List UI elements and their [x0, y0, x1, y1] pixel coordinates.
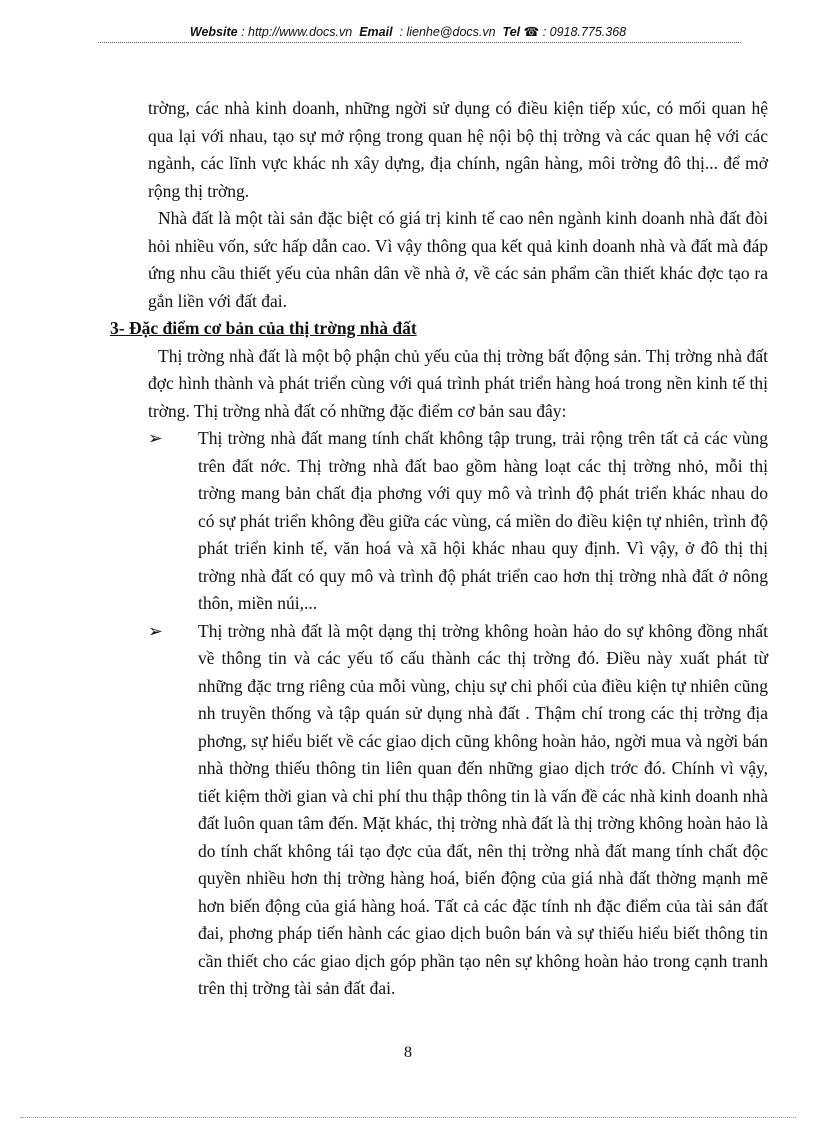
- website-label: Website: [189, 25, 238, 39]
- page-header: [0, 24, 816, 39]
- arrow-bullet-icon: ➢: [148, 428, 163, 448]
- bullet-text: Thị trờng nhà đất là một dạng thị trờng không hoàn hảo do sự không đồng nhất về thông tin và các yếu tố cấu thành các thị trờng đó. Điều này xuất phát từ những đặc trng riêng của mỗi vùng, chịu sự chi phối của điều kiện tự nhiên cũng nh truyền thống và tập quán sử dụng nhà đất . Thậm chí trong các thị trờng địa phơng, sự hiểu biết về các giao dịch cũng không hoàn hảo, ngời mua và ngời bán nhà thờng thiếu thông tin liên quan đến những giao dịch trớc đó. Chính vì vậy, tiết kiệm thời gian và chi phí thu thập thông tin là vấn đề các nhà kinh doanh nhà đất luôn quan tâm đến. Mặt khác, thị trờng nhà đất là thị trờng không hoàn hảo là do tính chất không tái tạo đợc của đất, nên thị trờng nhà đất mang tính chất độc quyền nhiều hơn thị trờng hàng hoá, biến động của giá nhà đất thờng mạnh mẽ hơn biến động của giá hàng hoá. Tất cả các đặc tính nh đặc điểm của tài sản đất đai, phơng pháp tiến hành các giao dịch buôn bán và sự thiếu hiểu biết thông tin cần thiết cho các giao dịch góp phần tạo nên sự không hoàn hảo trong cạnh tranh trên thị trờng tài sản đất đai.: [198, 620, 768, 998]
- footer-divider: [20, 1117, 796, 1118]
- header-divider: [98, 42, 741, 43]
- tel-number: : 0918.775.368: [542, 25, 627, 39]
- bullet-item: [148, 618, 768, 1003]
- document-body: [110, 95, 768, 1003]
- paragraph: trờng, các nhà kinh doanh, những ngời sử dụng có điều kiện tiếp xúc, có mối quan hệ qua lại với nhau, tạo sự mở rộng trong quan hệ nội bộ thị trờng và các quan hệ với các ngành, các lĩnh vực khác nh xây dựng, địa chính, ngân hàng, môi trờng đô thị... để mở rộng thị trờng.: [148, 98, 768, 201]
- bullet-item: [148, 425, 768, 618]
- section-heading: 3- Đặc điểm cơ bản của thị trờng nhà đất: [110, 318, 417, 338]
- paragraph: Thị trờng nhà đất là một bộ phận chủ yếu của thị trờng bất động sản. Thị trờng nhà đất đợc hình thành và phát triển cùng với quá trình phát triển hàng hoá trong nền kinh tế thị trờng. Thị trờng nhà đất có những đặc điểm cơ bản sau đây:: [148, 345, 768, 421]
- bullet-text: Thị trờng nhà đất mang tính chất không tập trung, trải rộng trên tất cả các vùng trên đất nớc. Thị trờng nhà đất bao gồm hàng loạt các thị trờng nhỏ, mỗi thị trờng mang bản chất địa phơng với quy mô và trình độ phát triển khác nhau do có sự phát triển không đều giữa các vùng, cá miền do điều kiện tự nhiên, trình độ phát triển kinh tế, văn hoá và xã hội khác nhau quy định. Vì vậy, ở đô thị thị trờng nhà đất có quy mô và trình độ phát triển cao hơn thị trờng nhà đất ở nông thôn, miền núi,...: [198, 428, 768, 613]
- page-number: 8: [404, 1044, 412, 1061]
- paragraph: Nhà đất là một tài sản đặc biệt có giá trị kinh tế cao nên ngành kinh doanh nhà đất đòi hỏi nhiều vốn, sức hấp dẫn cao. Vì vậy thông qua kết quả kinh doanh nhà và đất mà đáp ứng nhu cầu thiết yếu của nhân dân về nhà ở, về các sản phẩm cần thiết khác đợc tạo ra gắn liền với đất đai.: [148, 208, 768, 311]
- phone-icon: ☎: [523, 25, 540, 39]
- email-address[interactable]: : lienhe@docs.vn: [399, 25, 496, 39]
- email-label: Email: [359, 25, 393, 39]
- tel-label: Tel: [502, 25, 521, 39]
- arrow-bullet-icon: ➢: [148, 620, 163, 641]
- website-url[interactable]: : http://www.docs.vn: [241, 25, 353, 39]
